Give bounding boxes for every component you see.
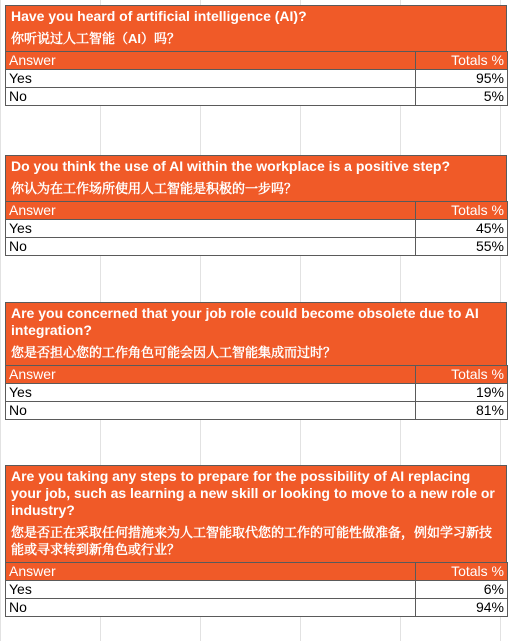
- answer-cell[interactable]: No: [6, 402, 416, 420]
- question-header: [5, 302, 507, 365]
- table-row: [6, 581, 508, 599]
- question-header: [5, 5, 507, 51]
- answer-column-header: Answer: [6, 52, 416, 70]
- question-header: [5, 155, 507, 201]
- totals-column-header: Totals %: [416, 563, 508, 581]
- total-cell[interactable]: 6%: [416, 581, 508, 599]
- answer-cell[interactable]: Yes: [6, 70, 416, 88]
- question-header: [5, 465, 507, 562]
- answers-table: [5, 562, 508, 617]
- table-header-row: [6, 563, 508, 581]
- answers-table: [5, 201, 508, 256]
- survey-section-1: [5, 5, 507, 106]
- total-cell[interactable]: 5%: [416, 88, 508, 106]
- total-cell[interactable]: 45%: [416, 220, 508, 238]
- question-chinese: 您是否担心您的工作角色可能会因人工智能集成而过时？: [11, 345, 337, 360]
- answer-cell[interactable]: No: [6, 599, 416, 617]
- table-row: [6, 599, 508, 617]
- answer-cell[interactable]: Yes: [6, 581, 416, 599]
- question-chinese: 你认为在工作场所使用人工智能是积极的一步吗？: [11, 181, 298, 196]
- answer-column-header: Answer: [6, 366, 416, 384]
- survey-section-3: [5, 302, 507, 420]
- table-row: [6, 70, 508, 88]
- totals-column-header: Totals %: [416, 52, 508, 70]
- question-english: Do you think the use of AI within the workplace is a positive step?: [11, 158, 450, 174]
- table-header-row: [6, 202, 508, 220]
- totals-column-header: Totals %: [416, 202, 508, 220]
- answer-cell[interactable]: No: [6, 88, 416, 106]
- table-row: [6, 220, 508, 238]
- question-english: Are you taking any steps to prepare for the possibility of AI replacing your job, such as learning a new skill or looking to move to a new role or industry?: [11, 468, 495, 518]
- totals-column-header: Totals %: [416, 366, 508, 384]
- question-chinese: 您是否正在采取任何措施来为人工智能取代您的工作的可能性做准备，例如学习新技能或寻求转到新角色或行业？: [11, 525, 493, 557]
- total-cell[interactable]: 81%: [416, 402, 508, 420]
- total-cell[interactable]: 55%: [416, 238, 508, 256]
- answer-cell[interactable]: Yes: [6, 384, 416, 402]
- survey-section-2: [5, 155, 507, 256]
- total-cell[interactable]: 94%: [416, 599, 508, 617]
- answer-cell[interactable]: Yes: [6, 220, 416, 238]
- table-row: [6, 402, 508, 420]
- answers-table: [5, 365, 508, 420]
- answer-cell[interactable]: No: [6, 238, 416, 256]
- table-header-row: [6, 52, 508, 70]
- table-row: [6, 88, 508, 106]
- question-chinese: 你听说过人工智能（AI）吗？: [11, 31, 181, 46]
- total-cell[interactable]: 19%: [416, 384, 508, 402]
- table-row: [6, 238, 508, 256]
- question-english: Are you concerned that your job role could become obsolete due to AI integration?: [11, 305, 479, 338]
- answer-column-header: Answer: [6, 563, 416, 581]
- table-row: [6, 384, 508, 402]
- survey-section-4: [5, 465, 507, 617]
- table-header-row: [6, 366, 508, 384]
- answers-table: [5, 51, 508, 106]
- answer-column-header: Answer: [6, 202, 416, 220]
- total-cell[interactable]: 95%: [416, 70, 508, 88]
- question-english: Have you heard of artificial intelligence (AI)?: [11, 8, 307, 24]
